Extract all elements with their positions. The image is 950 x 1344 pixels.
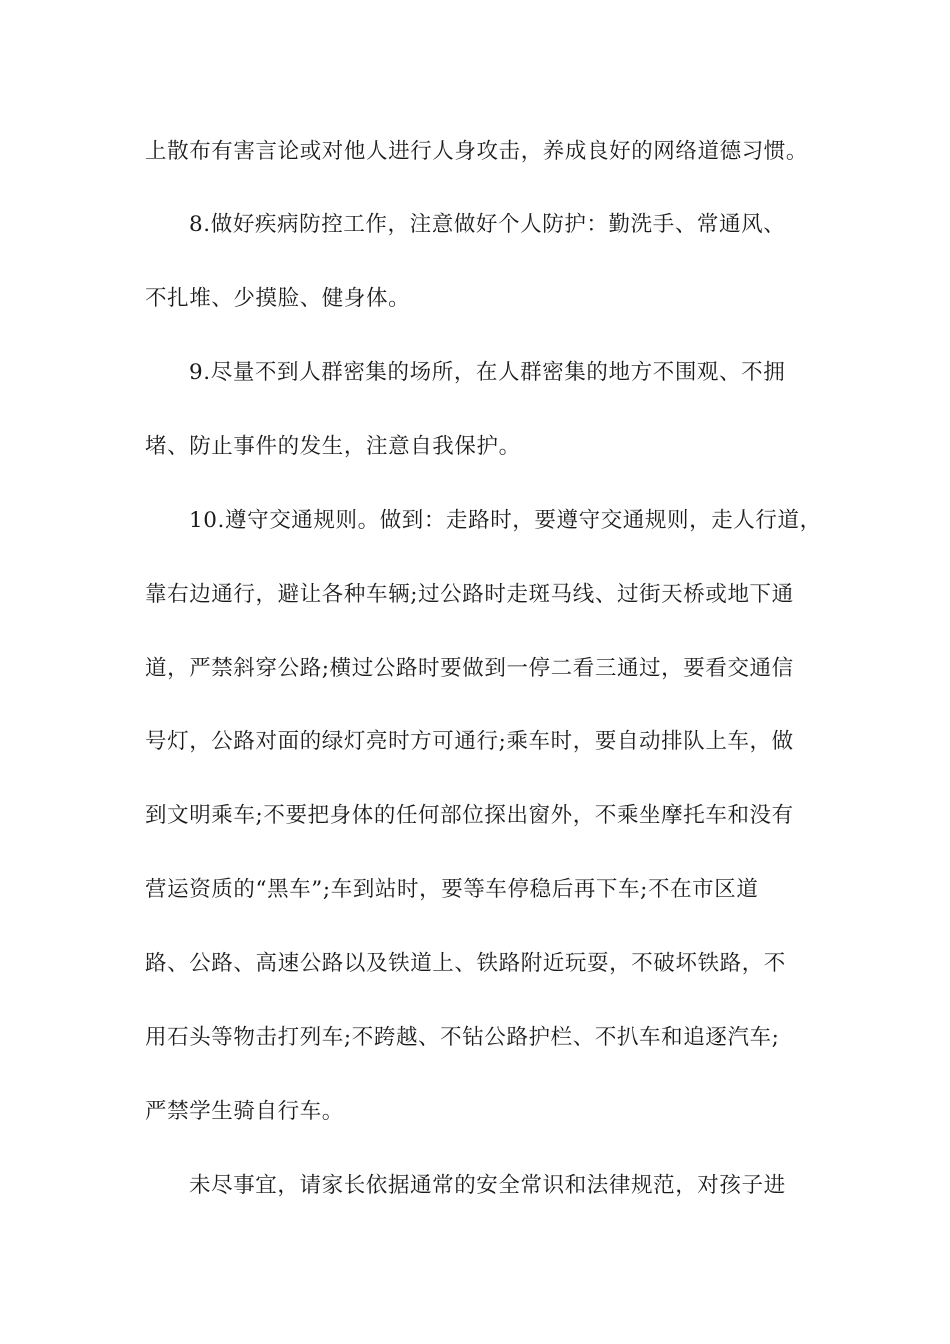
list-item-9-line: 9.尽量不到人群密集的场所，在人群密集的地方不围观、不拥	[189, 360, 786, 385]
list-item-10-line: 到文明乘车;不要把身体的任何部位探出窗外，不乘坐摩托车和没有	[145, 803, 794, 828]
list-item-10-line: 营运资质的“黑车”;车到站时，要等车停稳后再下车;不在市区道	[145, 877, 759, 902]
list-item-10-line: 10.遵守交通规则。做到：走路时，要遵守交通规则，走人行道，	[189, 508, 822, 533]
paragraph-line: 上散布有害言论或对他人进行人身攻击，养成良好的网络道德习惯。	[145, 139, 809, 164]
list-item-10-line: 路、公路、高速公路以及铁道上、铁路附近玩耍，不破坏铁路，不	[145, 951, 786, 976]
list-item-10-line: 靠右边通行，避让各种车辆;过公路时走斑马线、过街天桥或地下通	[145, 582, 794, 607]
list-item-9-line: 堵、防止事件的发生，注意自我保护。	[145, 434, 521, 459]
list-item-10-line: 严禁学生骑自行车。	[145, 1099, 344, 1124]
closing-paragraph-line: 未尽事宜，请家长依据通常的安全常识和法律规范，对孩子进	[189, 1173, 786, 1198]
list-item-10-line: 号灯，公路对面的绿灯亮时方可通行;乘车时，要自动排队上车，做	[145, 729, 794, 754]
list-item-10-line: 用石头等物击打列车;不跨越、不钻公路护栏、不扒车和追逐汽车;	[145, 1025, 780, 1050]
list-item-8-line: 不扎堆、少摸脸、健身体。	[145, 286, 411, 311]
list-item-10-line: 道，严禁斜穿公路;横过公路时要做到一停二看三通过，要看交通信	[145, 656, 794, 681]
list-item-8-line: 8.做好疾病防控工作，注意做好个人防护：勤洗手、常通风、	[189, 212, 786, 237]
